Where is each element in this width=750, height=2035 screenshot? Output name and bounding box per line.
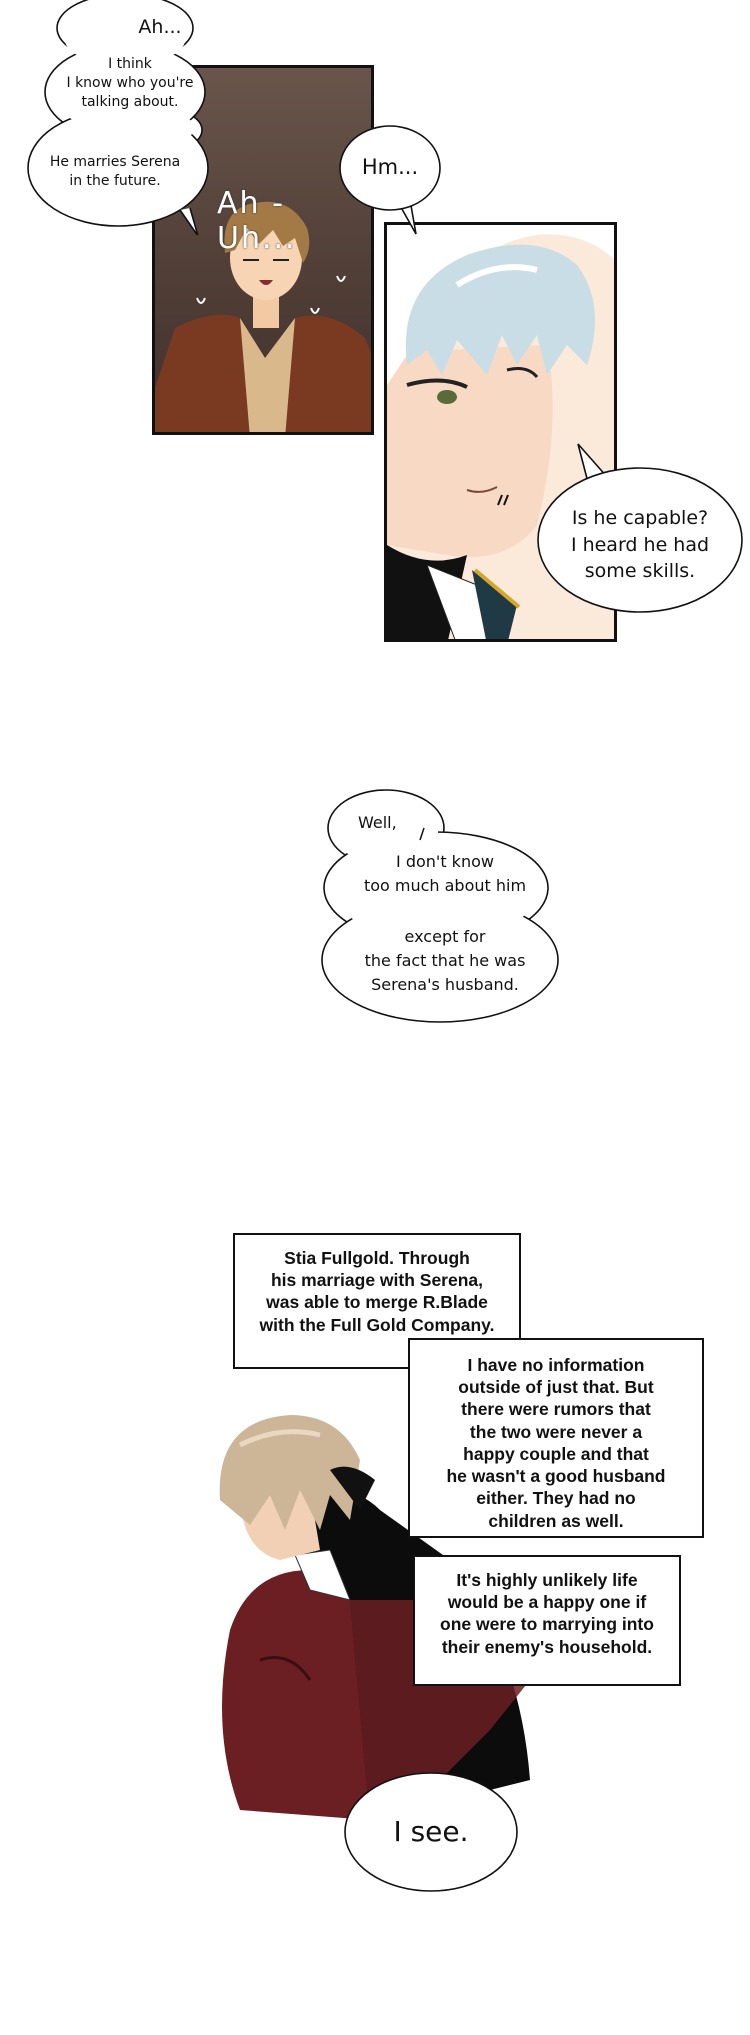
bubble-hm-text: Hm... — [361, 155, 419, 179]
bubble-except-text: except for the fact that he was Serena's husband. — [364, 927, 526, 994]
bubble-capable-text: Is he capable? I heard he had some skills. — [570, 507, 710, 583]
caption-unlikely-life: It's highly unlikely life would be a happy one if one were to marrying into their enemy's household. — [413, 1555, 681, 1686]
caption-no-information: I have no information outside of just that. But there were rumors that the two were never a happy couple and that he wasn't a good husband either. They had no children as well. — [408, 1338, 704, 1538]
bubble-marries-text: He marries Serena in the future. — [49, 154, 181, 189]
bubble-i-think-text: I think I know who you're talking about. — [66, 56, 194, 110]
caption-stia-fullgold: Stia Fullgold. Through his marriage with Serena, was able to merge R.Blade with the Full Gold Company. — [233, 1233, 521, 1369]
bubble-well-text: Well, — [358, 813, 397, 832]
bubble-ah-text: Ah... — [138, 16, 182, 38]
bubble-i-see-text: I see. — [393, 1815, 469, 1848]
bubble-dont-know-text: I don't know too much about him — [363, 852, 527, 895]
sfx-ah-uh: Ah - Uh... — [217, 186, 297, 256]
